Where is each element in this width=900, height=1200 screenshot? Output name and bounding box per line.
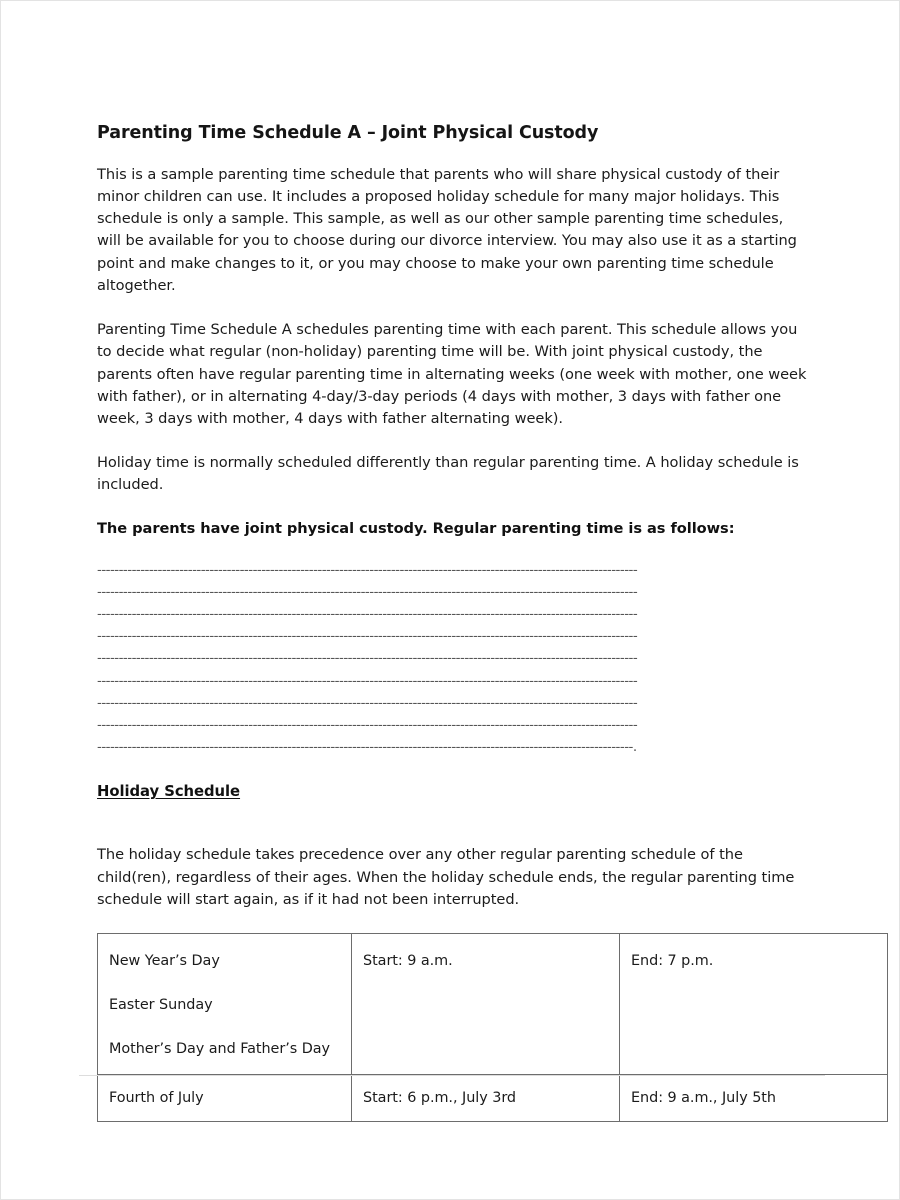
- holiday-name: Easter Sunday: [109, 997, 213, 1014]
- table-cell-holiday: [98, 934, 352, 1075]
- holiday-name: Mother’s Day and Father’s Day: [109, 1041, 330, 1058]
- page-title: Parenting Time Schedule A – Joint Physical Custody: [97, 123, 599, 143]
- table-cell-end: End: 7 p.m.: [620, 934, 888, 1075]
- fill-in-line[interactable]: -----------------------------------------------------------------------------------------------------------------------------: [97, 583, 638, 600]
- table-cell-holiday: Fourth of July: [98, 1075, 352, 1122]
- fill-in-line[interactable]: -----------------------------------------------------------------------------------------------------------------------------: [97, 672, 638, 689]
- intro-paragraph-1: This is a sample parenting time schedule that parents who will share physical custody of their minor children can use. It includes a proposed holiday schedule for many major holidays. This schedule is only a sample. This sample, as well as our other sample parenting time schedules, will be available for you to choose during our divorce interview. You may also use it as a starting point and make changes to it, or you may choose to make your own parenting time schedule altogether.: [97, 165, 797, 294]
- fill-in-lines-group: [97, 559, 811, 759]
- regular-parenting-time-lead: The parents have joint physical custody. Regular parenting time is as follows:: [97, 519, 735, 537]
- fill-in-line[interactable]: -----------------------------------------------------------------------------------------------------------------------------: [97, 650, 638, 667]
- fill-in-line[interactable]: -----------------------------------------------------------------------------------------------------------------------------: [97, 606, 638, 623]
- footer-divider: [79, 1075, 825, 1076]
- holiday-schedule-heading-wrap: [97, 781, 811, 822]
- fill-in-line[interactable]: ----------------------------------------------------------------------------------------------------------------------------.: [97, 739, 637, 756]
- intro-paragraph-2: Parenting Time Schedule A schedules parenting time with each parent. This schedule allows you to decide what regular (non-holiday) parenting time will be. With joint physical custody, the parents often have regular parenting time in alternating weeks (one week with mother, one week with father), or in alternating 4-day/3-day periods (4 days with mother, 3 days with father one week, 3 days with mother, 4 days with father alternating week).: [97, 321, 807, 427]
- holiday-schedule-table: [97, 933, 888, 1122]
- document-body: [97, 123, 811, 1122]
- fill-in-line[interactable]: -----------------------------------------------------------------------------------------------------------------------------: [97, 561, 638, 578]
- holiday-name: New Year’s Day: [109, 953, 220, 970]
- table-row: [98, 934, 888, 1075]
- holiday-schedule-heading: Holiday Schedule: [97, 783, 241, 801]
- fill-in-line[interactable]: -----------------------------------------------------------------------------------------------------------------------------: [97, 694, 638, 711]
- table-cell-end: End: 9 a.m., July 5th: [620, 1075, 888, 1122]
- holiday-schedule-intro: The holiday schedule takes precedence over any other regular parenting schedule of the child(ren), regardless of their ages. When the holiday schedule ends, the regular parenting time schedule will start again, as if it had not been interrupted.: [97, 846, 795, 908]
- table-row: [98, 1075, 888, 1122]
- fill-in-line[interactable]: -----------------------------------------------------------------------------------------------------------------------------: [97, 717, 638, 734]
- fill-in-line[interactable]: -----------------------------------------------------------------------------------------------------------------------------: [97, 628, 638, 645]
- table-cell-start: Start: 9 a.m.: [352, 934, 620, 1075]
- table-cell-start: Start: 6 p.m., July 3rd: [352, 1075, 620, 1122]
- intro-paragraph-3: Holiday time is normally scheduled differently than regular parenting time. A holiday schedule is included.: [97, 454, 799, 494]
